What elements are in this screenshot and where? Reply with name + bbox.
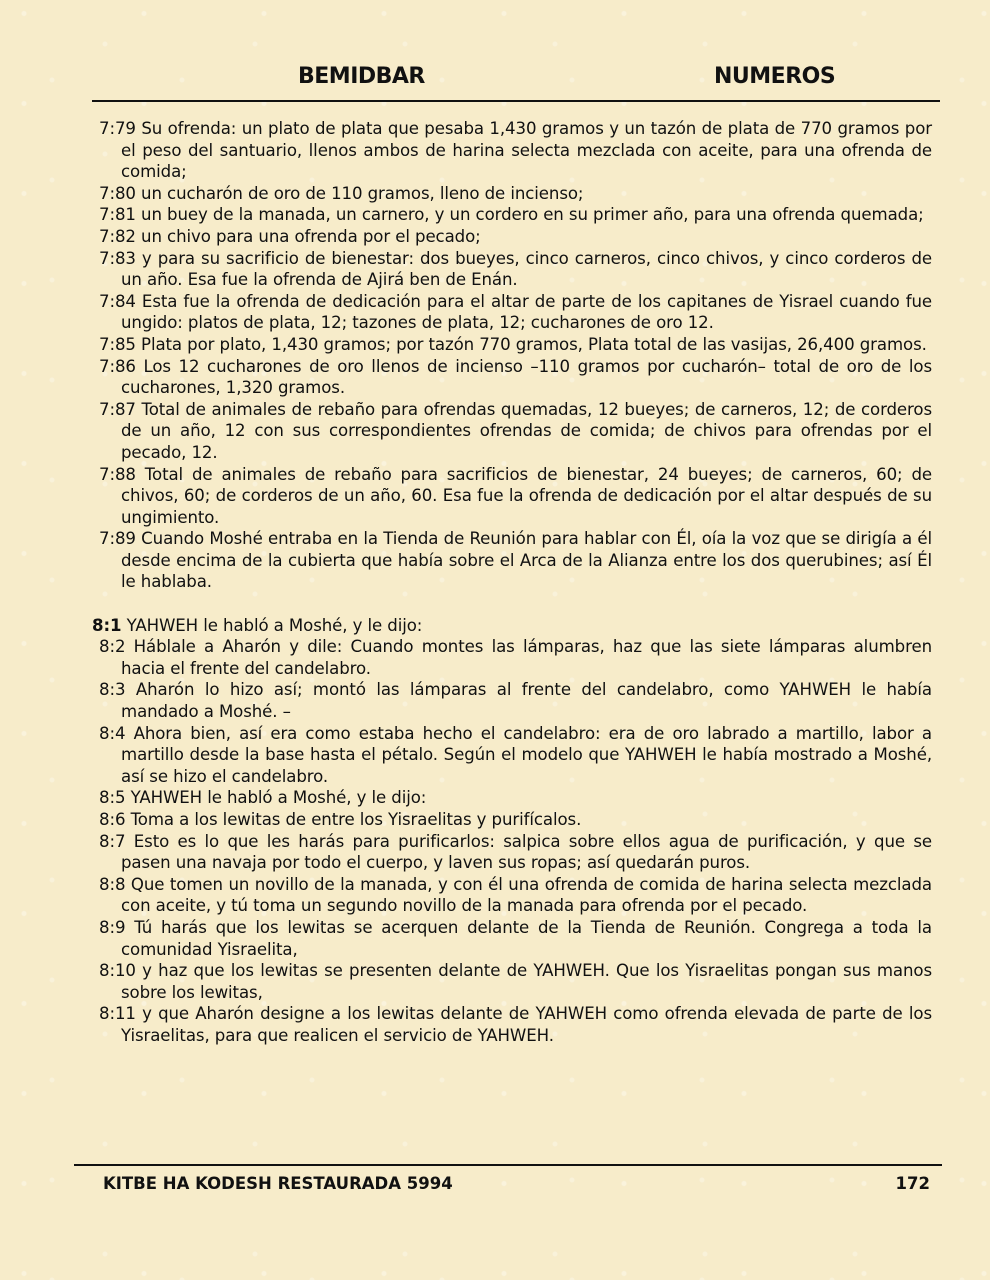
chapter-gap: [92, 593, 932, 615]
verse: 7:86 Los 12 cucharones de oro llenos de incienso –110 gramos por cucharón– total de oro de los cucharones, 1,320 gramos.: [99, 356, 932, 398]
verse: 8:5 YAHWEH le habló a Moshé, y le dijo:: [99, 788, 427, 808]
verse: 8:3 Aharón lo hizo así; montó las lámparas al frente del candelabro, como YAHWEH le había mandado a Moshé. –: [99, 680, 932, 722]
verse: 8:4 Ahora bien, así era como estaba hecho el candelabro: era de oro labrado a martillo, labor a martillo desde la base hasta el pétalo. Según el modelo que YAHWEH le había mostrado a Moshé, así se hizo el candelabro.: [99, 723, 932, 786]
verse: 8:2 Háblale a Aharón y dile: Cuando montes las lámparas, haz que las siete lámparas alumbren hacia el frente del candelabro.: [99, 637, 932, 678]
verse: 8:11 y que Aharón designe a los lewitas delante de YAHWEH como ofrenda elevada de parte de los Yisraelitas, para que realicen el servicio de YAHWEH.: [99, 1004, 932, 1045]
book-title-spanish: NUMEROS: [714, 64, 836, 89]
chapter-verse-number: 8:1: [92, 615, 122, 635]
verse: 8:8 Que tomen un novillo de la manada, y con él una ofrenda de comida de harina selecta mezclada con aceite, y tú toma un segundo novillo de la manada para ofrenda por el pecado.: [99, 874, 932, 916]
verse: 7:82 un chivo para una ofrenda por el pecado;: [99, 226, 481, 246]
verse: 8:10 y haz que los lewitas se presenten delante de YAHWEH. Que los Yisraelitas pongan sus manos sobre los lewitas,: [99, 961, 932, 1002]
verse-text: YAHWEH le habló a Moshé, y le dijo:: [121, 615, 423, 635]
page-header: [92, 60, 940, 102]
verse: 8:6 Toma a los lewitas de entre los Yisraelitas y purifícalos.: [99, 810, 582, 829]
verse: 7:84 Esta fue la ofrenda de dedicación para el altar de parte de los capitanes de Yisrael cuando fue ungido: platos de plata, 12; tazones de plata, 12; cucharones de oro 12.: [99, 291, 932, 333]
verse: 7:85 Plata por plato, 1,430 gramos; por tazón 770 gramos, Plata total de las vasijas, 26,400 gramos.: [99, 334, 927, 354]
verse: 7:81 un buey de la manada, un carnero, y un cordero en su primer año, para una ofrenda quemada;: [99, 205, 924, 225]
publication-title: KITBE HA KODESH RESTAURADA 5994: [103, 1174, 453, 1193]
verse: 7:88 Total de animales de rebaño para sacrificios de bienestar, 24 bueyes; de carneros, 60; de chivos, 60; de corderos de un año, 60. Esa fue la ofrenda de dedicación por el altar después de su ungimiento.: [99, 464, 932, 527]
verse: 7:87 Total de animales de rebaño para ofrendas quemadas, 12 bueyes; de carneros, 12; de corderos de un año, 12 con sus correspondientes ofrendas de comida; de chivos para ofrendas por el pecado, 12.: [99, 399, 932, 462]
chapter-8-first-verse: [92, 615, 932, 637]
verse: 8:9 Tú harás que los lewitas se acerquen delante de la Tienda de Reunión. Congrega a toda la comunidad Yisraelita,: [99, 917, 932, 959]
book-title-hebrew: BEMIDBAR: [298, 64, 425, 89]
page-number: 172: [895, 1174, 930, 1193]
verse: 7:83 y para su sacrificio de bienestar: dos bueyes, cinco carneros, cinco chivos, y cinco corderos de un año. Esa fue la ofrenda de Ajirá ben de Enán.: [99, 248, 932, 290]
verse: 8:7 Esto es lo que les harás para purificarlos: salpica sobre ellos agua de purificación, y que se pasen una navaja por todo el cuerpo, y laven sus ropas; así quedarán puros.: [99, 831, 932, 873]
page-footer: [74, 1164, 942, 1206]
verse: 7:80 un cucharón de oro de 110 gramos, lleno de incienso;: [99, 183, 584, 203]
verse: 7:79 Su ofrenda: un plato de plata que pesaba 1,430 gramos y un tazón de plata de 770 gramos por el peso del santuario, llenos ambos de harina selecta mezclada con aceite, para una ofrenda de comida;: [99, 119, 932, 182]
scripture-text: [92, 118, 932, 1047]
verse: 7:89 Cuando Moshé entraba en la Tienda de Reunión para hablar con Él, oía la voz que se dirigía a él desde encima de la cubierta que había sobre el Arca de la Alianza entre los dos querubines; así Él le hablaba.: [99, 529, 932, 592]
